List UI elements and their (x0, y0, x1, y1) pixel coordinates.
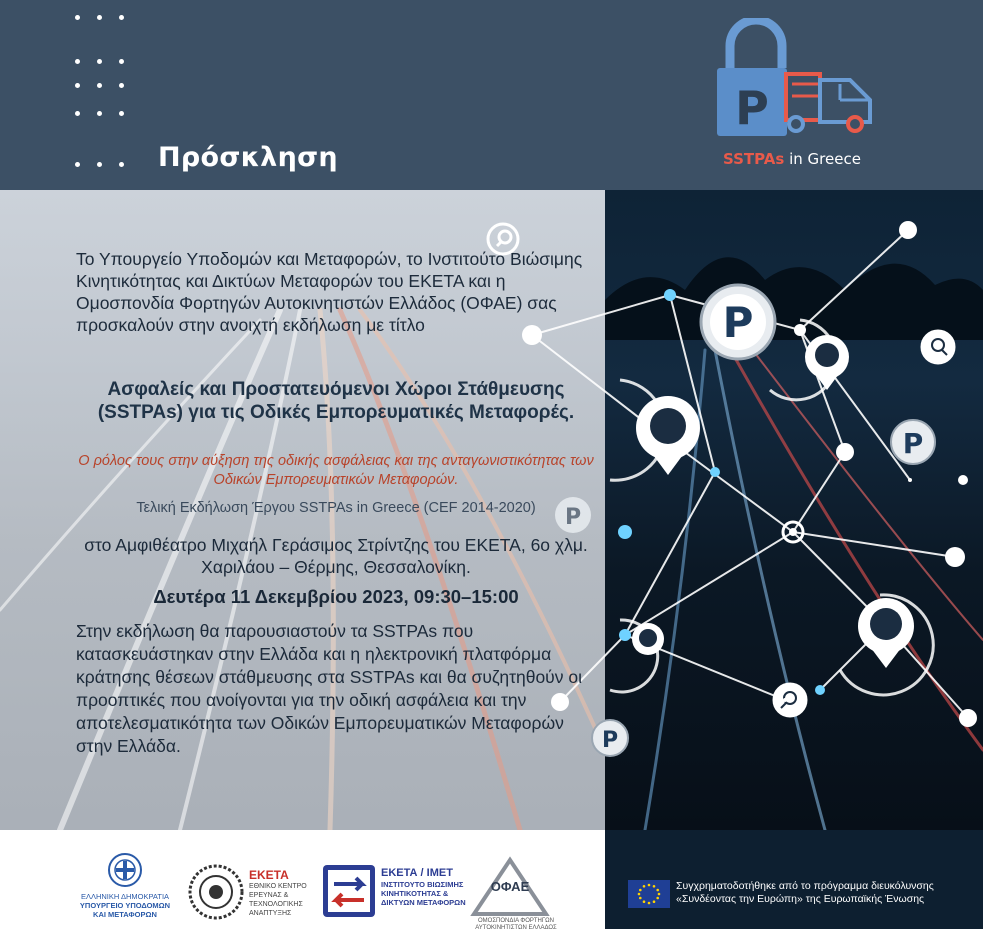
eu-flag-icon (628, 880, 670, 908)
intro-text: Το Υπουργείο Υποδομών και Μεταφορών, το Ινστιτούτο Βιώσιμης Κινητικότητας και Δικτύων Μεταφορών του ΕΚΕΤΑ και η Ομοσπονδία Φορτηγών Αυτοκινητιστών Ελλάδος (ΟΦΑΕ) σας προσκαλούν στην ανοιχτή εκδήλωση με τίτλο (76, 249, 583, 335)
imet-arrows-icon (322, 864, 376, 918)
logo-caption: SSTPAs in Greece (723, 150, 861, 168)
eu-funding-text: Συγχρηματοδοτήθηκε από το πρόγραμμα διευκόλυνσης «Συνδέοντας την Ευρώπη» της Ευρωπαϊκής Ένωσης (676, 880, 934, 905)
event-date: Δευτέρα 11 Δεκεμβρίου 2023, 09:30–15:00 (153, 586, 519, 607)
greek-crest-icon (107, 852, 143, 888)
final-event-note: Τελική Εκδήλωση Έργου SSTPAs in Greece (CEF 2014-2020) (136, 500, 536, 516)
header-banner (0, 0, 983, 190)
venue-text: στο Αμφιθέατρο Μιχαήλ Γεράσιμος Στρίντζης του ΕΚΕΤΑ, 6ο χλμ. Χαριλάου – Θέρμης, Θεσσαλονίκη. (84, 535, 588, 577)
event-title: Ασφαλείς και Προστατευόμενοι Χώροι Στάθμευσης (SSTPAs) για τις Οδικές Εμπορευματικές Μεταφορές. (97, 379, 575, 423)
ofae-logo-text: ΟΜΟΣΠΟΝΔΙΑ ΦΟΡΤΗΓΩΝ ΑΥΤΟΚΙΝΗΤΙΣΤΩΝ ΕΛΛΑΔΟΣ (475, 918, 557, 929)
svg-text:P: P (902, 427, 924, 460)
svg-text:P: P (564, 505, 582, 530)
intro-paragraph (76, 248, 596, 336)
ministry-logo-text: ΕΛΛΗΝΙΚΗ ΔΗΜΟΚΡΑΤΙΑ ΥΠΟΥΡΓΕΙΟ ΥΠΟΔΟΜΩΝ ΚΑΙ ΜΕΤΑΦΟΡΩΝ (79, 892, 171, 919)
eketa-emblem-icon (188, 864, 244, 920)
ofae-name: ΟΦΑΕ (490, 879, 530, 894)
imet-logo-text: ΕΚΕΤΑ / ΙΜΕΤ ΙΝΣΤΙΤΟΥΤΟ ΒΙΩΣΙΜΗΣ ΚΙΝΗΤΙΚΟΤΗΤΑΣ & ΔΙΚΤΥΩΝ ΜΕΤΑΦΟΡΩΝ (381, 867, 466, 907)
svg-text:P: P (722, 298, 754, 347)
eketa-logo-text: ΕΚΕΤΑ ΕΘΝΙΚΟ ΚΕΝΤΡΟ ΕΡΕΥΝΑΣ & ΤΕΧΝΟΛΟΓΙΚΗΣ ΑΝΑΠΤΥΞΗΣ (249, 868, 307, 917)
page-title: Πρόσκληση (158, 142, 338, 173)
svg-text:P: P (601, 728, 619, 753)
svg-text:P: P (735, 81, 769, 135)
event-subtitle: Ο ρόλος τους στην αύξηση της οδικής ασφάλειας και της ανταγωνιστικότητας των Οδικών Εμπορευματικών Μεταφορών. (78, 453, 594, 488)
body-paragraph: Στην εκδήλωση θα παρουσιαστούν τα SSTPAs που κατασκευάστηκαν στην Ελλάδα και η ηλεκτρονική πλατφόρμα κράτησης θέσεων στάθμευσης στα SSTPAs και θα συζητηθούν οι προοπτικές που ανοίγονται για την οδική ασφάλεια και την αποτελεσματικότητα των Οδικών Εμπορευματικών Μεταφορών στην Ελλάδα. (76, 621, 582, 756)
decorative-dots (70, 12, 130, 172)
